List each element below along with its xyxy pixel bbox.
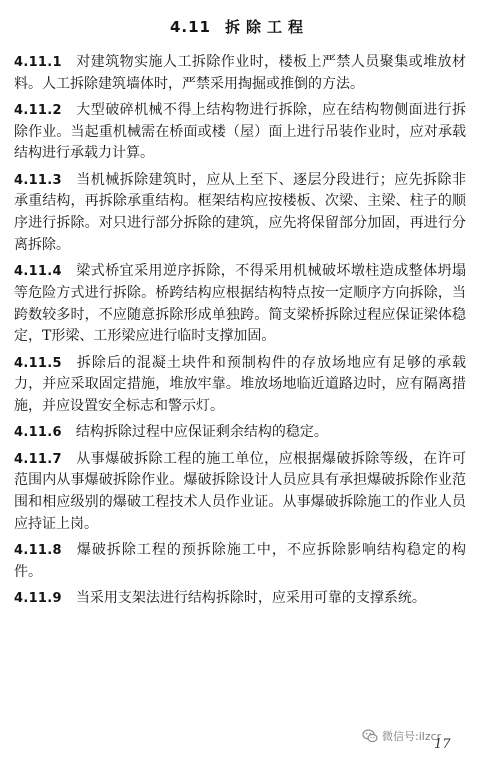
section-title-text: 拆除工程 xyxy=(225,18,310,36)
clause-number: 4.11.8 xyxy=(14,542,62,558)
clause-4-11-3 xyxy=(14,170,466,257)
clause-number: 4.11.2 xyxy=(14,103,62,118)
clause-4-11-4 xyxy=(14,261,466,348)
clause-4-11-9 xyxy=(14,588,466,610)
clause-4-11-6 xyxy=(14,422,466,444)
clause-4-11-5 xyxy=(14,353,466,418)
clause-4-11-2 xyxy=(14,100,466,165)
clause-4-11-7 xyxy=(14,449,466,536)
clause-text: 拆除后的混凝土块件和预制构件的存放场地应有足够的承载力，并应采取固定措施，堆放牢靠。堆放场地临近道路边时，应有隔离措施，并应设置安全标志和警示灯。 xyxy=(14,354,466,414)
clause-4-11-1 xyxy=(14,52,466,95)
clause-text: 大型破碎机械不得上结构物进行拆除，应在结构物侧面进行拆除作业。当起重机械需在桥面或楼（屋）面上进行吊装作业时，应对承载结构进行承载力计算。 xyxy=(14,102,466,162)
clause-text: 结构拆除过程中应保证剩余结构的稳定。 xyxy=(75,424,328,441)
clause-text: 爆破拆除工程的预拆除施工中，不应拆除影响结构稳定的构件。 xyxy=(14,541,466,580)
clause-text: 梁式桥宜采用逆序拆除，不得采用机械破坏墩柱造成整体坍塌等危险方式进行拆除。桥跨结构应根据结构特点按一定顺序方向拆除，当跨数较多时，不应随意拆除形成单独跨。简支梁桥拆除过程应保证梁体稳定，T形梁、工形梁应进行临时支撑加固。 xyxy=(14,263,466,345)
clause-text: 对建筑物实施人工拆除作业时，楼板上严禁人员聚集或堆放材料。人工拆除建筑墙体时，严禁采用掏掘或推倒的方法。 xyxy=(14,54,466,92)
clause-text: 从事爆破拆除工程的施工单位，应根据爆破拆除等级，在许可范围内从事爆破拆除作业。爆破拆除设计人员应具有承担爆破拆除作业范围和相应级别的爆破工程技术人员作业证。从事爆破拆除施工的作业人员应持证上岗。 xyxy=(14,450,466,532)
clause-text: 当机械拆除建筑时，应从上至下、逐层分段进行；应先拆除非承重结构，再拆除承重结构。框架结构应按楼板、次梁、主梁、柱子的顺序进行拆除。对只进行部分拆除的建筑，应先将保留部分加固，再进行分离拆除。 xyxy=(14,171,466,253)
clause-number: 4.11.7 xyxy=(14,451,62,467)
wechat-icon xyxy=(362,728,378,744)
wechat-watermark xyxy=(362,728,441,744)
clause-number: 4.11.3 xyxy=(14,172,62,188)
section-title xyxy=(0,16,479,37)
watermark-text: 微信号:ilzcr xyxy=(382,730,442,743)
section-number: 4.11 xyxy=(169,18,211,36)
clause-number: 4.11.5 xyxy=(14,355,62,371)
clause-list xyxy=(14,52,466,614)
clause-text: 当采用支架法进行结构拆除时，应采用可靠的支撑系统。 xyxy=(75,589,426,606)
clause-number: 4.11.4 xyxy=(14,264,62,280)
clause-number: 4.11.6 xyxy=(14,425,62,441)
clause-number: 4.11.1 xyxy=(14,55,62,70)
page-number: 17 xyxy=(434,737,451,752)
clause-4-11-8 xyxy=(14,540,466,583)
clause-number: 4.11.9 xyxy=(14,590,62,606)
